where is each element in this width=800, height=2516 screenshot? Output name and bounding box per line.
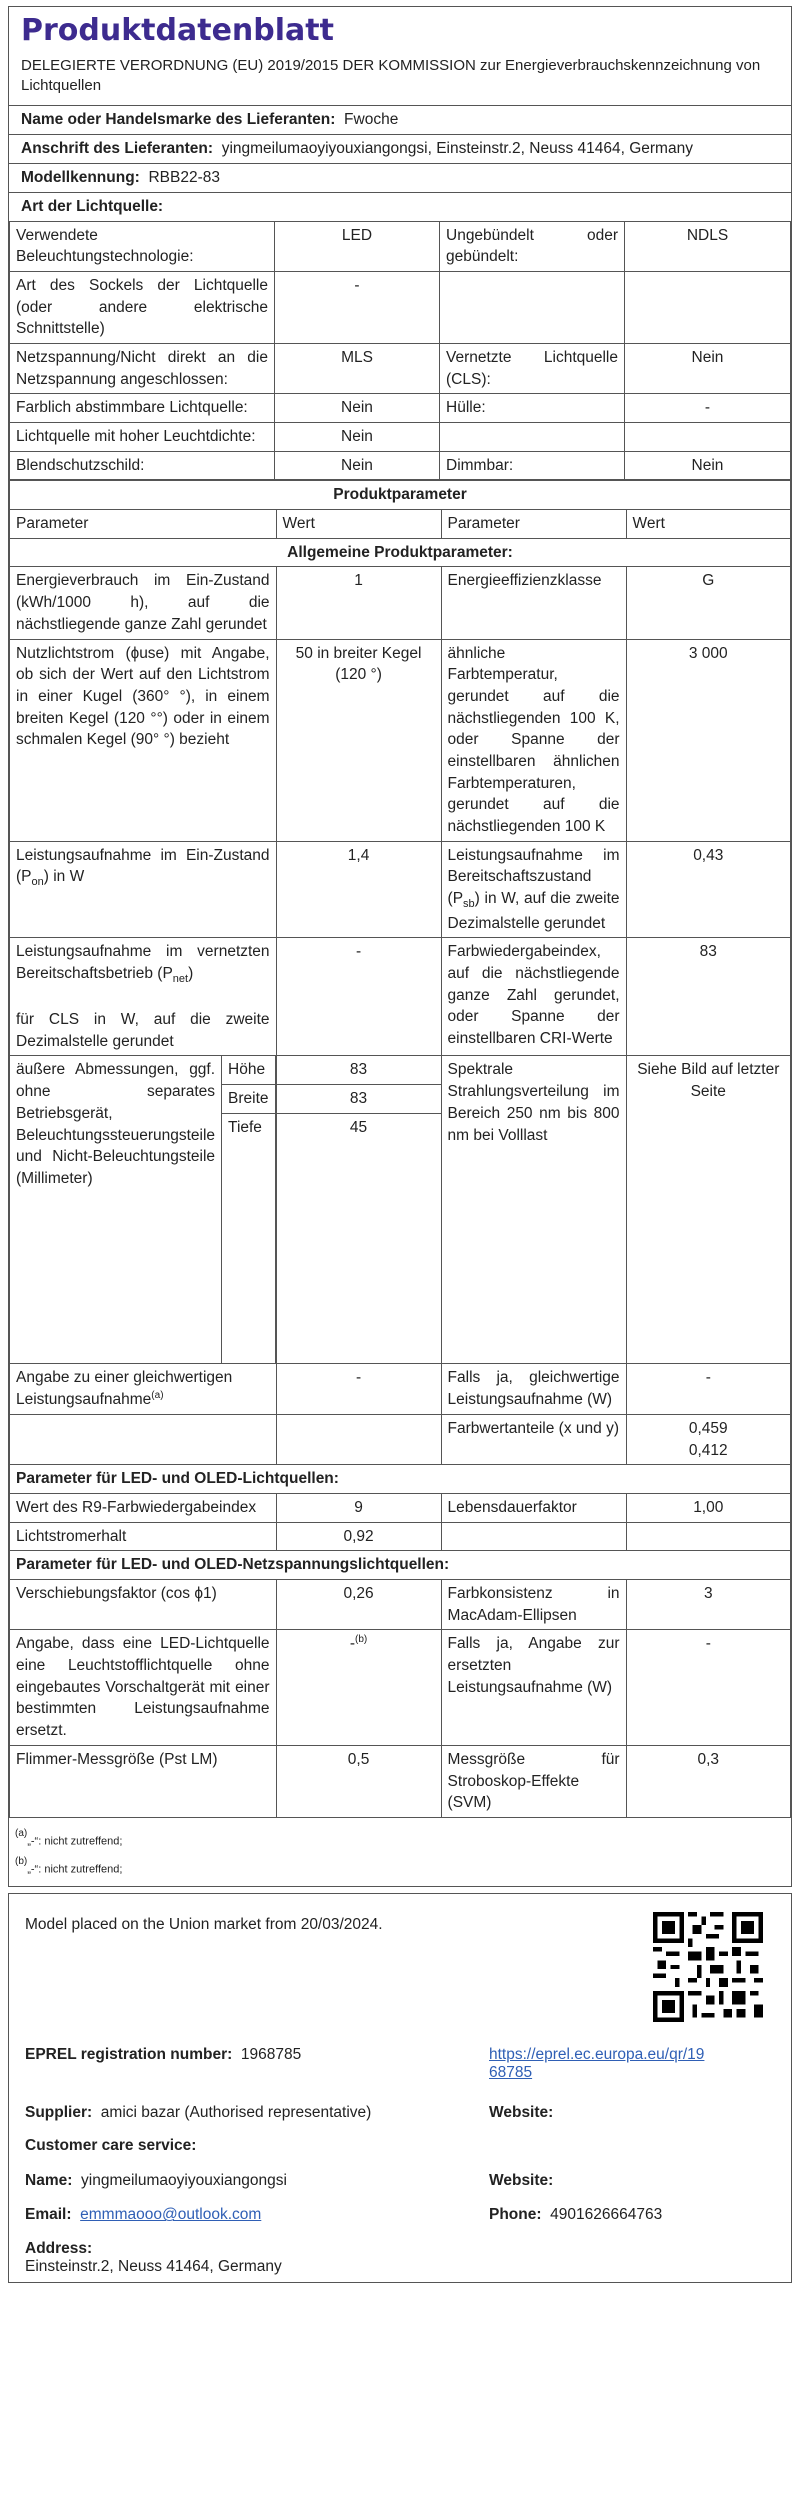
care-name: Name: yingmeilumaoyiyouxiangongsi xyxy=(25,2172,287,2190)
regulation-subtitle: DELEGIERTE VERORDNUNG (EU) 2019/2015 DER KOMMISSION zur Energieverbrauchskennzeichnung von Lichtquellen xyxy=(9,52,791,106)
supplier-address-row: Anschrift des Lieferanten: yingmeilumaoyiyouxiangongsi, Einsteinstr.2, Neuss 41464, Germany xyxy=(9,135,791,164)
email-link[interactable]: emmmaooo@outlook.com xyxy=(80,2206,262,2224)
website-label: Website: xyxy=(489,2104,554,2122)
market-placement-text: Model placed on the Union market from 20/03/2024. xyxy=(25,1916,383,1934)
page-title: Produktdatenblatt xyxy=(21,13,334,48)
qr-code-icon[interactable] xyxy=(653,1912,763,2022)
datasheet xyxy=(8,6,792,1887)
section-header: Parameter für LED- und OLED-Netzspannungslichtquellen: xyxy=(10,1551,791,1580)
table-row: Angabe, dass eine LED-Lichtquelle eine Leuchtstofflichtquelle ohne eingebautes Vorschaltgerät mit einer bestimmten Leistungsaufnahme ersetzt. -$^{(b)}$ Falls ja, Angabe zur ersetzten Leistungsaufnahme (W) - xyxy=(10,1630,791,1745)
section-header: Allgemeine Produktparameter: xyxy=(10,538,791,567)
eprel-link[interactable]: https://eprel.ec.europa.eu/qr/19 68785 xyxy=(489,2046,705,2082)
dimensions-table: äußere Abmessungen, ggf. ohne separates Betriebsgerät, Beleuchtungssteuerungsteile und Nicht-Beleuchtungsteile (Millimeter) Höhe Breite Tiefe xyxy=(10,1056,276,1363)
footnote-b: $^{(b)}$„-“: nicht zutreffend; xyxy=(15,1856,123,1876)
section-header: Produktparameter xyxy=(10,481,791,510)
table-row: äußere Abmessungen, ggf. ohne separates Betriebsgerät, Beleuchtungssteuerungsteile und Nicht-Beleuchtungsteile (Millimeter) Höhe Breite Tiefe 83 83 45 Spektrale Strahlungsverteilung im Bereich 250 nm bis 800 nm bei Volllast Siehe Bild auf letzter Seite xyxy=(10,1056,791,1364)
care-address: Address: Einsteinstr.2, Neuss 41464, Germany xyxy=(25,2240,282,2276)
footnote-a: $^{(a)}$„-“: nicht zutreffend; xyxy=(15,1827,123,1848)
table-row: Blendschutzschild: Nein Dimmbar: Nein xyxy=(10,451,791,480)
table-row: Wert des R9-Farbwiedergabeindex 9 Lebensdauerfaktor 1,00 xyxy=(10,1493,791,1522)
table-row: Verwendete Beleuchtungstechnologie: LED Ungebündelt oder gebündelt: NDLS xyxy=(10,221,791,271)
table-row: Netzspannung/Nicht direkt an die Netzspannung angeschlossen: MLS Vernetzte Lichtquelle (CLS): Nein xyxy=(10,343,791,393)
table-row: Farbwertanteile (x und y) 0,459 0,412 xyxy=(10,1414,791,1464)
table-row: Leistungsaufnahme im vernetzten Bereitschaftsbetrieb $(P_{net})$ für CLS in W, auf die zweite Dezimalstelle gerundet - Farbwiedergabeindex, auf die nächstliegende ganze Zahl gerundet, oder Spanne der einstellbaren CRI-Werte 83 xyxy=(10,938,791,1056)
customer-care-heading: Customer care service: xyxy=(25,2137,197,2155)
table-row: Verschiebungsfaktor (cos ϕ1) 0,26 Farbkonsistenz in MacAdam-Ellipsen 3 xyxy=(10,1580,791,1630)
light-source-type-row: Art der Lichtquelle: xyxy=(21,197,164,215)
table-row: Nutzlichtstrom (ɸuse) mit Angabe, ob sich der Wert auf den Lichtstrom in einer Kugel (360° °), in einem breiten Kegel (120 °°) oder in einem schmalen Kegel (90° °) bezieht 50 in breiter Kegel (120 °) ähnliche Farbtemperatur, gerundet auf die nächstliegenden 100 K, oder Spanne der einstellbaren ähnlichen Farbtemperaturen, gerundet auf die nächstliegenden 100 K 3 000 xyxy=(10,639,791,841)
care-phone: Phone: 4901626664763 xyxy=(489,2206,663,2224)
footnotes xyxy=(9,1818,791,1887)
table-row: Leistungsaufnahme im Ein-Zustand $(P_{on})$ in W 1,4 Leistungsaufnahme im Bereitschaftszustand $(P_{sb})$ in W, auf die zweite Dezimalstelle gerundet 0,43 xyxy=(10,841,791,938)
table-row: Energieverbrauch im Ein-Zustand (kWh/1000 h), auf die nächstliegende ganze Zahl gerundet 1 Energieeffizienzklasse G xyxy=(10,567,791,639)
care-website-label: Website: xyxy=(489,2172,554,2190)
table-row: Art des Sockels der Lichtquelle (oder andere elektrische Schnittstelle) - xyxy=(10,271,791,343)
light-source-type-table xyxy=(9,221,791,481)
table-row: Farblich abstimmbare Lichtquelle: Nein Hülle: - xyxy=(10,394,791,423)
product-parameters-table xyxy=(9,480,791,1818)
supplier-name-row: Name oder Handelsmarke des Lieferanten: Fwoche xyxy=(9,106,791,135)
table-row: Lichtstromerhalt 0,92 xyxy=(10,1522,791,1551)
care-email: Email: emmmaooo@outlook.com xyxy=(25,2206,262,2224)
supplier-info: Supplier: amici bazar (Authorised representative) xyxy=(25,2104,372,2122)
eprel-registration: EPREL registration number: 1968785 xyxy=(25,2046,302,2064)
eprel-info-box xyxy=(8,1893,792,2283)
section-header: Parameter für LED- und OLED-Lichtquellen: xyxy=(10,1465,791,1494)
table-row: Lichtquelle mit hoher Leuchtdichte: Nein xyxy=(10,423,791,452)
table-row: Flimmer-Messgröße (Pst LM) 0,5 Messgröße für Stroboskop-Effekte (SVM) 0,3 xyxy=(10,1745,791,1817)
column-header-row: Parameter Wert Parameter Wert xyxy=(10,510,791,539)
table-row: Angabe zu einer gleichwertigen Leistungsaufnahme$^{(a)}$ - Falls ja, gleichwertige Leistungsaufnahme (W) - xyxy=(10,1364,791,1415)
model-id-row: Modellkennung: RBB22-83 xyxy=(9,164,791,193)
